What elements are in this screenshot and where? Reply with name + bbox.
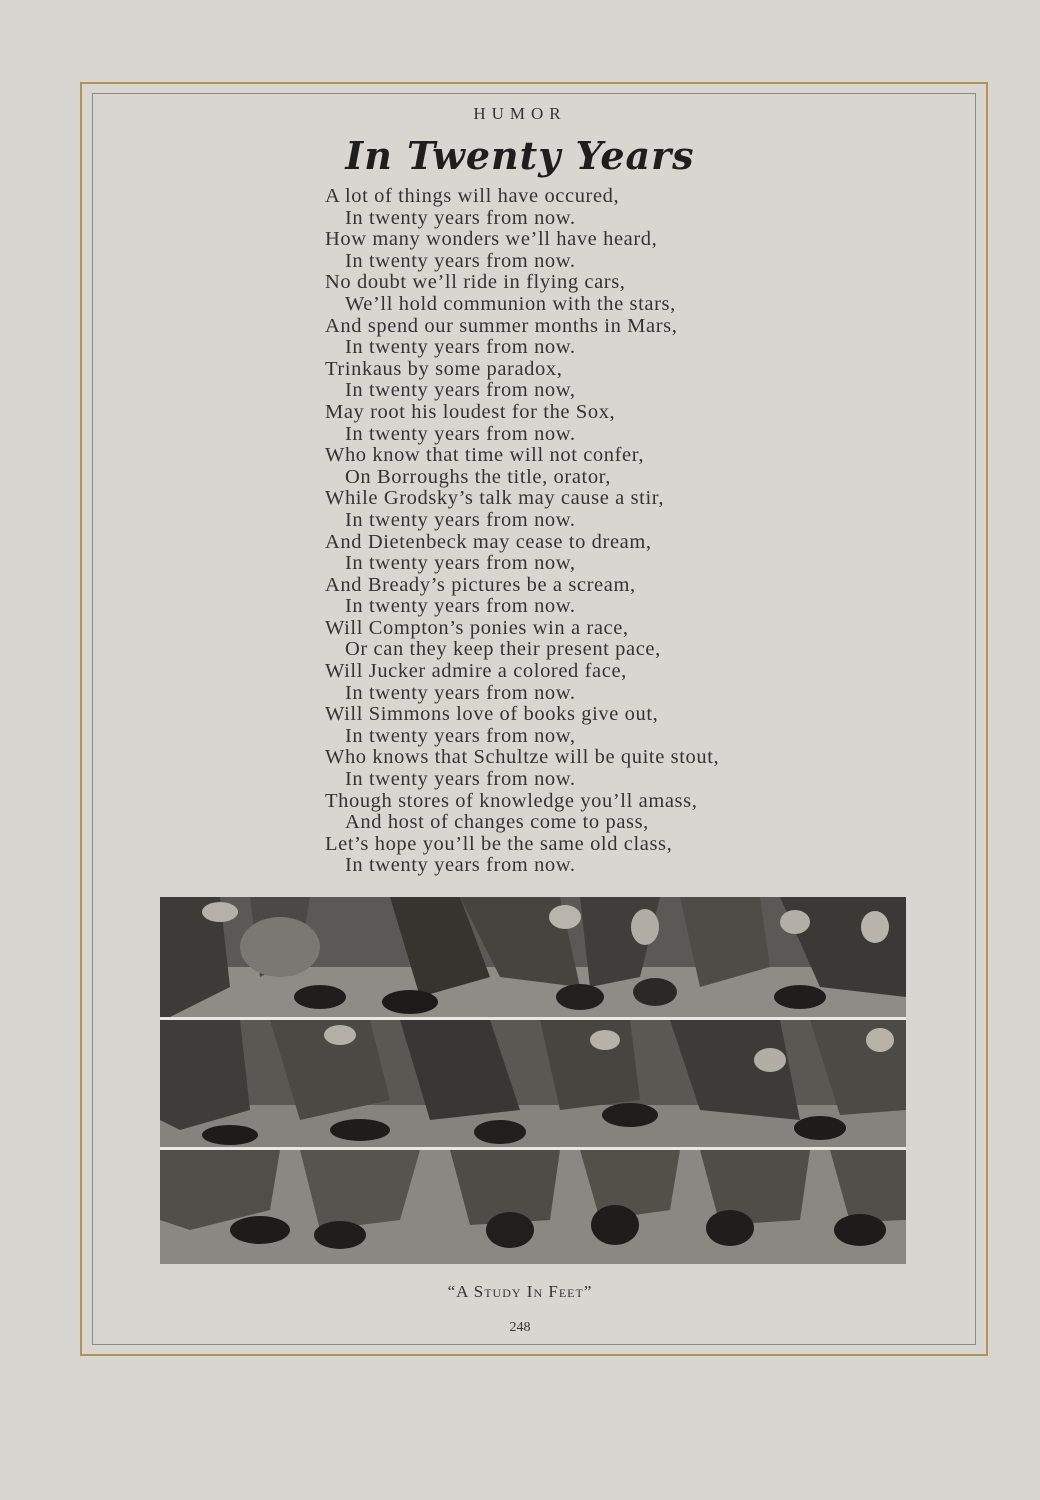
poem-line: And Dietenbeck may cease to dream, (325, 530, 652, 553)
poem-line: In twenty years from now. (345, 336, 576, 359)
poem-line: Or can they keep their present pace, (345, 638, 661, 661)
poem-line: Who know that time will not confer, (325, 444, 645, 467)
poem-line: In twenty years from now. (345, 768, 576, 791)
poem-line: Will Simmons love of books give out, (325, 703, 659, 726)
poem-body (325, 186, 965, 877)
poem-line: May root his loudest for the Sox, (325, 400, 616, 423)
poem-line: In twenty years from now. (345, 595, 576, 618)
photo-strip-bottom (160, 1150, 906, 1264)
poem-line: And spend our summer months in Mars, (325, 314, 678, 337)
page-number: 248 (509, 1320, 531, 1335)
poem-line: We’ll hold communion with the stars, (345, 292, 676, 315)
poem-line: In twenty years from now. (345, 249, 576, 272)
poem-line: No doubt we’ll ride in flying cars, (325, 271, 626, 294)
poem-title: In Twenty Years (345, 133, 695, 178)
photo-caption: “A Study In Feet” (447, 1282, 593, 1301)
poem-line: In twenty years from now. (345, 206, 576, 229)
poem-line: In twenty years from now, (345, 552, 576, 575)
poem-line: In twenty years from now, (345, 724, 576, 747)
poem-line: Trinkaus by some paradox, (325, 357, 563, 380)
section-heading: HUMOR (473, 104, 567, 123)
poem-line: In twenty years from now. (345, 681, 576, 704)
poem-line: Let’s hope you’ll be the same old class, (325, 832, 673, 855)
poem-line: Will Compton’s ponies win a race, (325, 616, 629, 639)
poem-line: On Borroughs the title, orator, (345, 465, 612, 488)
poem-line: And Bready’s pictures be a scream, (325, 573, 636, 596)
photo-strip-top (160, 897, 906, 1017)
poem-line: In twenty years from now. (345, 854, 576, 877)
poem-line: How many wonders we’ll have heard, (325, 228, 658, 251)
poem-line: Will Jucker admire a colored face, (325, 660, 627, 683)
poem-line: A lot of things will have occured, (325, 185, 620, 207)
photo-strip-middle (160, 1020, 906, 1147)
poem-line: In twenty years from now, (345, 379, 576, 402)
poem-line: Though stores of knowledge you’ll amass, (325, 789, 698, 812)
poem-line: In twenty years from now. (345, 422, 576, 445)
photograph-study-in-feet (160, 897, 906, 1264)
poem-line: Who knows that Schultze will be quite stout, (325, 746, 720, 769)
poem-line: While Grodsky’s talk may cause a stir, (325, 487, 665, 510)
poem-line: And host of changes come to pass, (345, 811, 649, 834)
poem-line: In twenty years from now. (345, 508, 576, 531)
